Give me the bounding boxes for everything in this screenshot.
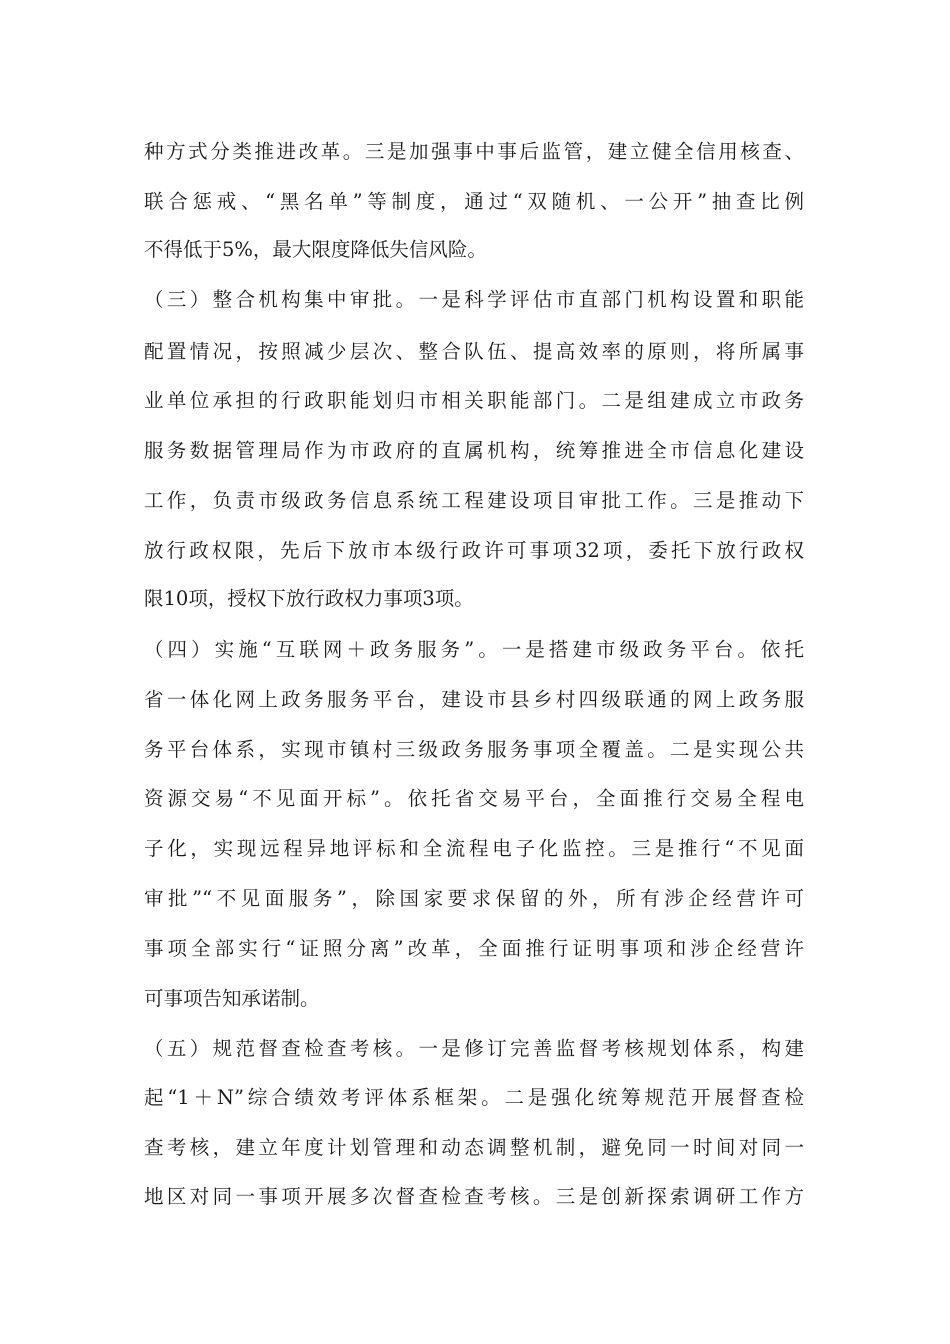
text-line: 不得低于5%，最大限度降低失信风险。	[144, 238, 487, 261]
section-heading-line: （四）实施“互联网＋政务服务”。一是搭建市级政务平台。依托	[144, 638, 804, 661]
text-line: 子化，实现远程异地评标和全流程电子化监控。三是推行“不见面	[144, 837, 804, 860]
text-line: 业单位承担的行政职能划归市相关职能部门。二是组建成立市政务	[144, 389, 804, 412]
text-line: 查考核，建立年度计划管理和动态调整机制，避免同一时间对同一	[144, 1136, 804, 1159]
text-line: 限10项，授权下放行政权力事项3项。	[144, 587, 474, 610]
text-line: 省一体化网上政务服务平台，建设市县乡村四级联通的网上政务服	[144, 688, 804, 711]
text-line: 可事项告知承诺制。	[144, 987, 320, 1010]
text-line: 起“1＋N”综合绩效考评体系框架。二是强化统筹规范开展督查检	[144, 1086, 804, 1109]
text-line: 地区对同一事项开展多次督查检查考核。三是创新探索调研工作方	[144, 1185, 804, 1208]
text-line: 服务数据管理局作为市政府的直属机构，统筹推进全市信息化建设	[144, 439, 804, 462]
section-heading-line: （五）规范督查检查考核。一是修订完善监督考核规划体系，构建	[144, 1037, 804, 1060]
text-line: 审批”“不见面服务”，除国家要求保留的外，所有涉企经营许可	[144, 887, 804, 910]
text-line: 放行政权限，先后下放市本级行政许可事项32项，委托下放行政权	[144, 539, 804, 562]
text-line: 联合惩戒、“黑名单”等制度，通过“双随机、一公开”抽查比例	[144, 190, 804, 213]
section-heading-line: （三）整合机构集中审批。一是科学评估市直部门机构设置和职能	[144, 288, 804, 311]
text-line: 种方式分类推进改革。三是加强事中事后监管，建立健全信用核查、	[144, 140, 804, 163]
text-line: 务平台体系，实现市镇村三级政务服务事项全覆盖。二是实现公共	[144, 738, 804, 761]
text-line: 工作，负责市级政务信息系统工程建设项目审批工作。三是推动下	[144, 489, 804, 512]
text-line: 配置情况，按照减少层次、整合队伍、提高效率的原则，将所属事	[144, 340, 804, 363]
text-line: 资源交易“不见面开标”。依托省交易平台，全面推行交易全程电	[144, 787, 804, 810]
text-line: 事项全部实行“证照分离”改革，全面推行证明事项和涉企经营许	[144, 937, 804, 960]
